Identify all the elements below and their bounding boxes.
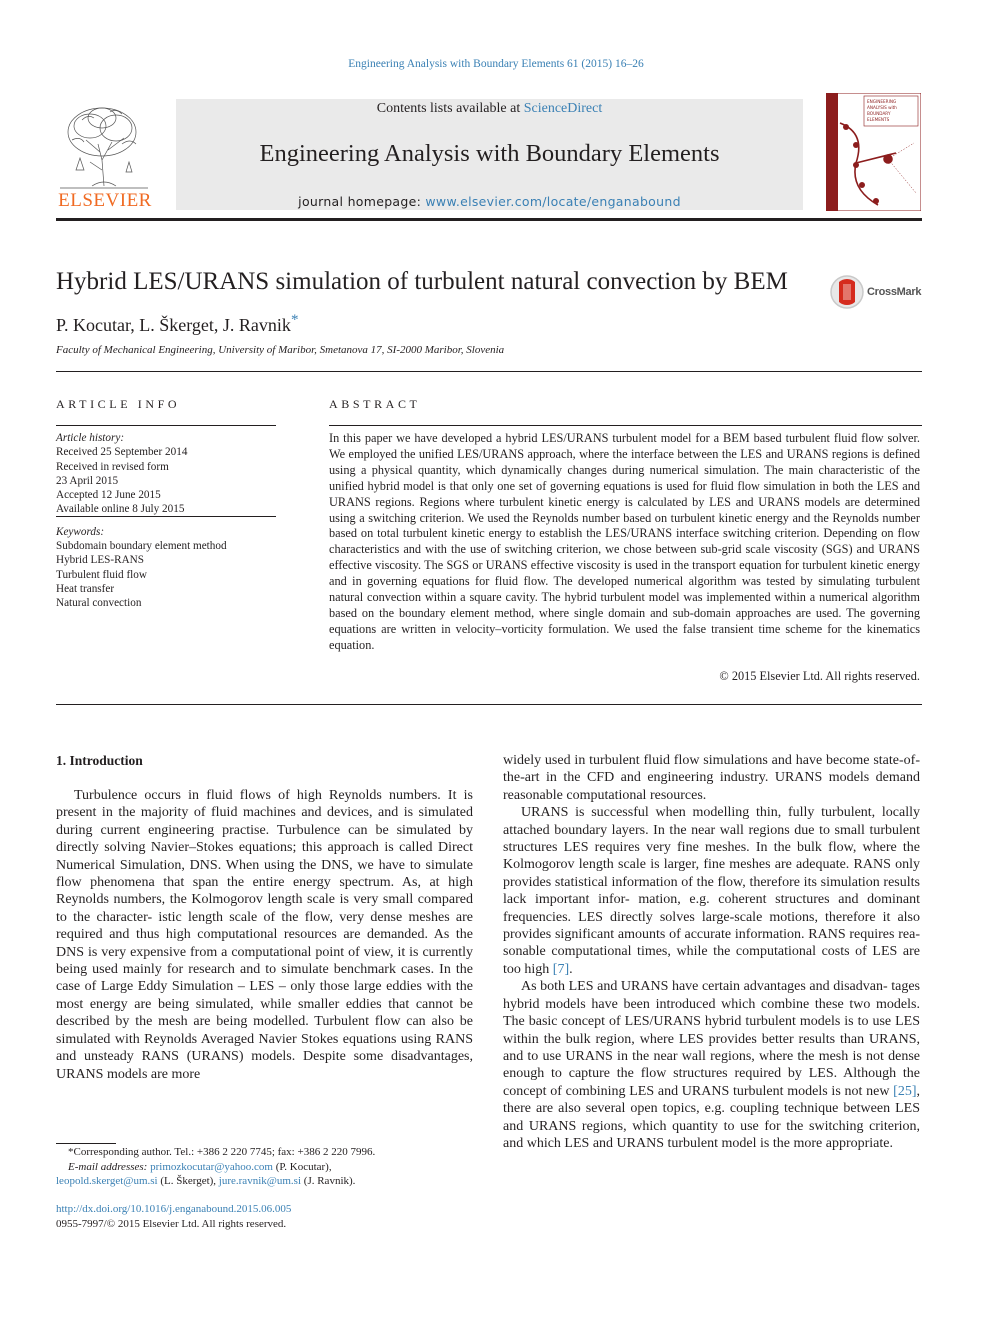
history-item: Accepted 12 June 2015 xyxy=(56,489,161,502)
paragraph xyxy=(503,978,920,1152)
journal-title: Engineering Analysis with Boundary Elements xyxy=(259,140,720,167)
history-label: Article history: xyxy=(56,432,125,444)
email-link[interactable]: jure.ravnik@um.si xyxy=(218,1175,302,1187)
homepage-link[interactable]: www.elsevier.com/locate/enganabound xyxy=(425,194,681,209)
abstract-heading: ABSTRACT xyxy=(329,397,421,411)
svg-text:ANALYSIS with: ANALYSIS with xyxy=(867,105,897,110)
article-info xyxy=(56,431,276,611)
keywords-label: Keywords: xyxy=(56,525,105,538)
svg-text:ELEMENTS: ELEMENTS xyxy=(867,117,890,122)
doi-link[interactable]: http://dx.doi.org/10.1016/j.enganabound.2015.06.005 xyxy=(56,1203,292,1215)
keyword: Turbulent fluid flow xyxy=(56,568,147,581)
keywords-rule xyxy=(56,516,276,517)
left-column xyxy=(56,787,473,1083)
article-info-rule xyxy=(56,425,276,426)
corresponding-author-marker[interactable]: * xyxy=(290,312,299,328)
contents-line xyxy=(176,101,803,117)
keyword: Hybrid LES-RANS xyxy=(56,554,144,567)
doi-block xyxy=(56,1202,291,1231)
citation-link[interactable]: [25] xyxy=(893,1083,917,1099)
paragraph-text: As both LES and URANS have certain advantages and disadvan- tages hybrid models have been introduced which combine these two models. The basic concept of LES/URANS hybrid turbulent models is to use LES within the bulk region, where LES provides better results than URANS, and to use URANS in the near wall regions, where the mesh is not dense enough to capture the flow structures required by LES. Although the concept of combining LES and URANS turbulent models is not new xyxy=(503,979,920,1099)
history-item: Received 25 September 2014 xyxy=(56,446,188,459)
journal-homepage xyxy=(176,194,803,209)
section-heading-introduction: 1. Introduction xyxy=(56,753,143,768)
contents-prefix: Contents lists available at xyxy=(376,101,524,116)
abstract-bottom-rule xyxy=(56,704,922,705)
header-rule xyxy=(56,218,922,221)
paragraph: Turbulence occurs in fluid flows of high Reynolds numbers. It is present in the majority of fluid machines and devices, and is simulated during current engineering practise. Turbulence can be simulated by directly solving Navier–Stokes equations; this approach is called Direct Numerical Simulation, DNS. When using the DNS, we have to simulate flow phenomena that span the entire energy spectrum. As, at high Reynolds numbers, the Kolmogorov length scale is very small compared to the character- istic length scale of the flow, very dense meshes are required and thus high computational resources are demanded. As the DNS is very expensive from a computational point of view, it is currently being used mainly for research and to simulate benchmark cases. In the case of Large Eddy Simulation – LES – only those large eddies with the most energy are being simulated, while smaller eddies that cannot be described by the mesh are being modelled. Turbulent flow can also be simulated with Reynolds Averaged Navier Stokes equations using RANS and unsteady RANS (URANS) models. Despite some disadvantages, URANS models are more xyxy=(56,788,473,1082)
footnotes xyxy=(56,1145,476,1189)
abstract-rule xyxy=(329,425,922,426)
cover-text: ENGINEERING xyxy=(867,99,897,104)
paper-title: Hybrid LES/URANS simulation of turbulent natural convection by BEM xyxy=(56,268,788,295)
keyword: Heat transfer xyxy=(56,582,115,595)
author-list xyxy=(56,312,298,336)
email-link[interactable]: primozkocutar@yahoo.com xyxy=(150,1160,273,1173)
paragraph-text: . xyxy=(569,961,573,977)
right-column xyxy=(503,752,920,1152)
authors-text: P. Kocutar, L. Škerget, J. Ravnik xyxy=(56,315,291,335)
affiliation: Faculty of Mechanical Engineering, University of Maribor, Smetanova 17, SI-2000 Maribor, Slovenia xyxy=(56,344,505,356)
abstract-text: In this paper we have developed a hybrid LES/URANS turbulent model for a BEM based turbulent fluid flow solver. We employed the unified LES/URANS approach, where the interface between the LES and URANS regions is defined using a physical quantity, which dynamically changes during numerical simulation. The main characteristic of the unified hybrid model is that only one set of governing equations is used for fluid flow simulation in both the LES and URANS regions. Regions where turbulent kinetic energy is calculated by LES and URANS models are determined using a switching criterion. We used the Reynolds number based on turbulent kinetic energy and the Reynolds number based on total turbulent kinetic energy to establish the LES/URANS interface switching criterion. Depending on flow characteristics and with the use of switching criterion, we chose between sub-grid scale viscosity (SGS) and URANS effective viscosity. The SGS or URANS effective viscosity is used in the transport equation for turbulent kinetic energy and in governing equations for fluid flow. The developed numerical algorithm was tested by simulating turbulent natural convection within a square cavity. The hybrid turbulent model was implemented within a numerical algorithm based on the boundary element method, where single domain and sub-domain approaches are used. The governing equations are written in velocity–vorticity formulation. We used the false transient time scheme for the kinematics equation. xyxy=(329,431,920,652)
corresponding-author-note: *Corresponding author. Tel.: +386 2 220 7745; fax: +386 2 220 7996. xyxy=(68,1146,376,1158)
elsevier-wordmark: ELSEVIER xyxy=(58,190,152,211)
history-item: Available online 8 July 2015 xyxy=(56,503,185,516)
email-label: E-mail addresses: xyxy=(68,1160,151,1173)
history-item: 23 April 2015 xyxy=(56,474,119,487)
paragraph: widely used in turbulent fluid flow simulations and have become state-of-the-art in the CFD and engineering industry. URANS models demand reasonable computational resources. xyxy=(503,753,920,803)
journal-cover-thumbnail[interactable] xyxy=(826,93,921,211)
issn-line: 0955-7997/© 2015 Elsevier Ltd. All rights reserved. xyxy=(56,1217,287,1230)
email-owner: (P. Kocutar), xyxy=(272,1160,332,1173)
sciencedirect-link[interactable]: ScienceDirect xyxy=(523,101,603,116)
email-owner: (L. Škerget), xyxy=(157,1175,219,1187)
keyword: Subdomain boundary element method xyxy=(56,540,227,553)
email-line xyxy=(56,1174,476,1189)
email-line xyxy=(56,1160,476,1175)
title-rule xyxy=(56,371,922,372)
citation-link[interactable]: [7] xyxy=(552,961,570,977)
svg-text:BOUNDARY: BOUNDARY xyxy=(867,111,891,116)
crossmark-label[interactable]: CrossMark xyxy=(867,286,922,298)
history-item: Received in revised form xyxy=(56,460,169,473)
email-link[interactable]: leopold.skerget@um.si xyxy=(56,1175,158,1187)
journal-reference[interactable]: Engineering Analysis with Boundary Elements 61 (2015) 16–26 xyxy=(348,58,644,70)
crossmark-icon[interactable] xyxy=(829,274,865,310)
homepage-prefix: journal homepage: xyxy=(298,194,426,209)
footnote-rule xyxy=(56,1143,116,1144)
keyword: Natural convection xyxy=(56,597,142,610)
article-info-heading: ARTICLE INFO xyxy=(56,397,181,411)
paragraph xyxy=(503,804,920,978)
paragraph-text: URANS is successful when modelling thin, fully turbulent, locally attached boundary layers. In the near wall regions due to small turbulent structures LES requires very fine meshes. In the bulk flow, where the Kolmogorov length scale is larger, fine meshes are adequate. RANS only provides statistical information of the flow, therefore its simulation results lack important infor- mation, e.g. coherent structures and dominant frequencies. LES directly solves large-scale motions, therefore it also provides significant amounts of accurate information. RANS requires rea- sonable computational times, while the computational costs of LES are too high xyxy=(503,805,920,977)
paragraph-text: , there are also several open topics, e.g. coupling technique between LES and URANS regions, which quantity to use for the switching criterion, and which LES and URANS turbulent model is the more appropriate. xyxy=(503,1083,920,1151)
abstract-copyright: © 2015 Elsevier Ltd. All rights reserved. xyxy=(719,669,920,683)
email-owner: (J. Ravnik). xyxy=(301,1175,356,1187)
